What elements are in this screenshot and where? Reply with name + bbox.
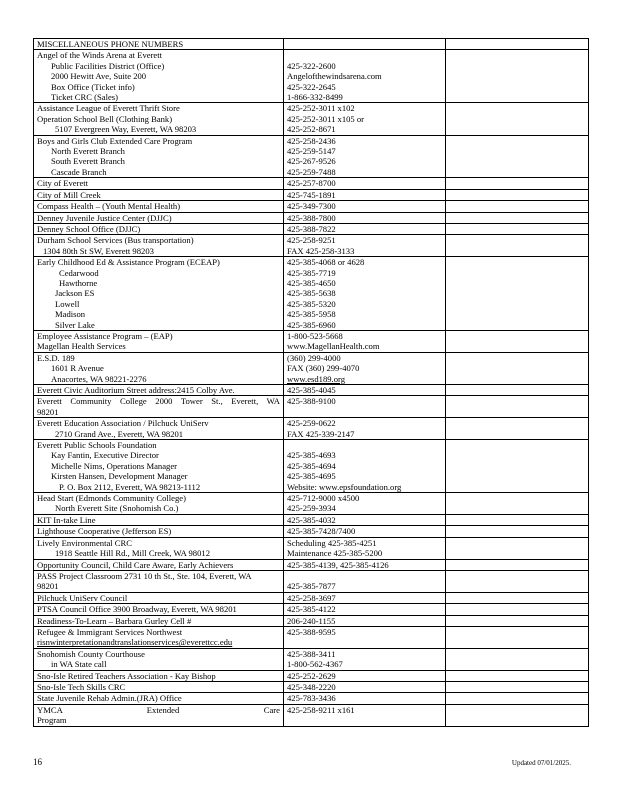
left-line[interactable]: risnwinterpretationandtranslationservices@everettcc.edu xyxy=(37,637,233,648)
right-line: 425-385-4045 xyxy=(287,385,336,395)
organization-cell xyxy=(34,704,284,726)
right-line: 425-252-3011 x105 or xyxy=(287,113,365,124)
organization-cell xyxy=(34,615,284,626)
empty-cell xyxy=(446,352,589,384)
right-line: 425-783-3436 xyxy=(287,693,336,704)
left-line: Sno-Isle Tech Skills CRC xyxy=(37,681,126,692)
left-line: 1601 R Avenue xyxy=(51,363,104,374)
organization-cell xyxy=(34,537,284,559)
organization-cell xyxy=(34,189,284,200)
left-line: Michelle Nims, Operations Manager xyxy=(51,460,178,471)
right-line: Website: www.epsfoundation.org xyxy=(287,481,402,492)
page-number: 16 xyxy=(33,757,42,767)
right-line: FAX 425-339-2147 xyxy=(287,428,355,439)
empty-cell xyxy=(446,526,589,537)
contact-cell xyxy=(284,592,446,603)
updated-date: Updated 07/01/2025. xyxy=(511,759,571,767)
table-row xyxy=(34,559,589,570)
right-line: 1-800-562-4367 xyxy=(287,659,343,670)
contact-cell xyxy=(284,526,446,537)
organization-cell xyxy=(34,514,284,525)
left-line: KIT In-take Line xyxy=(37,514,96,525)
left-line: Everett Civic Auditorium Street address:2415 Colby Ave. xyxy=(37,385,235,395)
right-line: 425-385-4068 or 4628 xyxy=(287,257,365,268)
right-line: Scheduling 425-385-4251 xyxy=(287,537,377,548)
left-line: Readiness-To-Learn – Barbara Gurley Cell # xyxy=(37,615,192,626)
left-line: Magellan Health Services xyxy=(37,341,126,352)
right-line xyxy=(287,50,442,60)
left-line: Kay Fantin, Executive Director xyxy=(51,450,159,461)
empty-cell xyxy=(446,189,589,200)
contact-cell xyxy=(284,670,446,681)
organization-cell xyxy=(34,570,284,592)
left-line: Denney School Office (DJJC) xyxy=(37,223,141,234)
left-line: City of Mill Creek xyxy=(37,189,101,200)
organization-cell xyxy=(34,103,284,135)
section-title: MISCELLANEOUS PHONE NUMBERS xyxy=(34,39,284,50)
left-line: North Everett Branch xyxy=(51,146,125,157)
contact-cell xyxy=(284,704,446,726)
table-row xyxy=(34,648,589,670)
right-line: FAX 425-258-3133 xyxy=(287,245,355,256)
left-line: Everett Education Association / Pilchuck UniServ xyxy=(37,418,209,429)
left-line: 5107 Evergreen Way, Everett, WA 98203 xyxy=(55,124,197,135)
left-line: Lowell xyxy=(55,298,80,309)
contact-cell xyxy=(284,537,446,559)
contact-cell xyxy=(284,615,446,626)
right-line: 425-259-5147 xyxy=(287,146,336,157)
left-line: Assistance League of Everett Thrift Store xyxy=(37,103,180,114)
table-row xyxy=(34,396,589,418)
right-line: 425-258-2436 xyxy=(287,135,336,146)
contact-cell xyxy=(284,235,446,257)
table-row xyxy=(34,352,589,384)
right-line: 1-800-523-5668 xyxy=(287,330,343,341)
empty-cell xyxy=(446,693,589,704)
table-row xyxy=(34,212,589,223)
left-line: 1918 Seattle Hill Rd., Mill Creek, WA 98012 xyxy=(55,548,210,559)
empty-cell xyxy=(446,592,589,603)
left-line: Anacortes, WA 98221-2276 xyxy=(51,373,147,384)
table-row xyxy=(34,693,589,704)
table-row xyxy=(34,526,589,537)
left-line: Snohomish County Courthouse xyxy=(37,648,145,659)
right-line: 425-259-0622 xyxy=(287,418,336,429)
contact-cell xyxy=(284,626,446,648)
organization-cell xyxy=(34,385,284,396)
right-line: 425-259-7488 xyxy=(287,166,336,177)
right-line: 425-385-5958 xyxy=(287,309,336,320)
left-line: PASS Project Classroom 2731 10 th St., Ste. 104, Everett, WA xyxy=(37,570,252,581)
left-line: South Everett Branch xyxy=(51,156,125,167)
right-line: 425-252-8671 xyxy=(287,124,336,135)
right-line: 425-349-7300 xyxy=(287,201,336,212)
organization-cell xyxy=(34,648,284,670)
left-line: Box Office (Ticket info) xyxy=(51,81,135,92)
table-row xyxy=(34,514,589,525)
organization-cell xyxy=(34,693,284,704)
left-line: E.S.D. 189 xyxy=(37,352,75,363)
left-line: Public Facilities District (Office) xyxy=(51,60,165,71)
contact-cell xyxy=(284,604,446,615)
table-row xyxy=(34,681,589,692)
empty-cell xyxy=(446,178,589,189)
table-row xyxy=(34,592,589,603)
table-row xyxy=(34,537,589,559)
organization-cell xyxy=(34,493,284,515)
left-line: Lighthouse Cooperative (Jefferson ES) xyxy=(37,526,172,537)
table-row xyxy=(34,135,589,178)
left-line: YMCA Extended Care xyxy=(37,704,280,715)
right-line: 425-385-7428/7400 xyxy=(287,526,356,537)
contact-cell xyxy=(284,257,446,331)
right-line xyxy=(287,440,442,450)
empty-cell xyxy=(446,704,589,726)
right-line: 425-385-7719 xyxy=(287,267,336,278)
table-row xyxy=(34,570,589,592)
left-line: Sno-Isle Retired Teachers Association - Kay Bishop xyxy=(37,670,216,681)
right-line: Maintenance 425-385-5200 xyxy=(287,548,383,559)
left-line: Pilchuck UniServ Council xyxy=(37,592,128,603)
contact-cell xyxy=(284,493,446,515)
table-row xyxy=(34,626,589,648)
contact-cell xyxy=(284,223,446,234)
contact-cell xyxy=(284,352,446,384)
empty-cell xyxy=(446,670,589,681)
table-row xyxy=(34,385,589,396)
left-line: Cedarwood xyxy=(59,267,99,278)
left-line: Everett Public Schools Foundation xyxy=(37,440,157,451)
left-line: Head Start (Edmonds Community College) xyxy=(37,493,186,504)
left-line: Jackson ES xyxy=(55,288,95,299)
empty-cell xyxy=(284,39,446,50)
contact-cell xyxy=(284,201,446,212)
table-row xyxy=(34,103,589,135)
table-row xyxy=(34,493,589,515)
right-line: 425-385-4694 xyxy=(287,460,336,471)
left-line: City of Everett xyxy=(37,178,89,189)
left-line: State Juvenile Rehab Admin.(JRA) Office xyxy=(37,693,182,704)
right-line xyxy=(287,571,442,581)
right-line: 1-866-332-8499 xyxy=(287,92,343,103)
left-line: Kirsten Hansen, Development Manager xyxy=(51,471,188,482)
right-line: 425-385-4695 xyxy=(287,471,336,482)
right-line: 425-258-9251 xyxy=(287,235,336,246)
left-line: P. O. Box 2112, Everett, WA 98213-1112 xyxy=(59,481,201,492)
organization-cell xyxy=(34,670,284,681)
empty-cell xyxy=(446,570,589,592)
right-line: 425-385-5320 xyxy=(287,298,336,309)
table-row xyxy=(34,223,589,234)
left-line: Lively Environmental CRC xyxy=(37,537,132,548)
contact-cell xyxy=(284,212,446,223)
empty-cell xyxy=(446,604,589,615)
organization-cell xyxy=(34,330,284,352)
left-line: Boys and Girls Club Extended Care Program xyxy=(37,135,193,146)
right-line: 425-252-2629 xyxy=(287,670,336,681)
table-row xyxy=(34,604,589,615)
organization-cell xyxy=(34,135,284,178)
organization-cell xyxy=(34,212,284,223)
right-line: 206-240-1155 xyxy=(287,615,336,626)
empty-cell xyxy=(446,440,589,493)
organization-cell xyxy=(34,440,284,493)
right-line: 425-385-7877 xyxy=(287,581,336,592)
table-row xyxy=(34,189,589,200)
table-row xyxy=(34,201,589,212)
right-line: 425-385-6960 xyxy=(287,319,336,330)
organization-cell xyxy=(34,559,284,570)
empty-cell xyxy=(446,385,589,396)
table-header-row xyxy=(34,39,589,50)
empty-cell xyxy=(446,681,589,692)
left-line: PTSA Council Office 3900 Broadway, Everett, WA 98201 xyxy=(37,604,237,615)
right-line: 425-322-2600 xyxy=(287,60,336,71)
table-row xyxy=(34,615,589,626)
empty-cell xyxy=(446,201,589,212)
contact-cell xyxy=(284,189,446,200)
left-line: Durham School Services (Bus transportation) xyxy=(37,235,194,246)
right-line: 425-348-2220 xyxy=(287,681,336,692)
left-line: Program xyxy=(37,715,67,726)
left-line: 2000 Hewitt Ave, Suite 200 xyxy=(51,71,147,82)
right-line: 425-385-4032 xyxy=(287,514,336,525)
contact-cell xyxy=(284,330,446,352)
empty-cell xyxy=(446,235,589,257)
right-line: 425-258-3697 xyxy=(287,592,336,603)
right-line: 425-258-9211 x161 xyxy=(287,704,355,715)
empty-cell xyxy=(446,418,589,440)
right-line: 425-388-3411 xyxy=(287,648,336,659)
right-line: 425-388-7822 xyxy=(287,223,336,234)
right-line: www.MagellanHealth.com xyxy=(287,341,380,352)
organization-cell xyxy=(34,352,284,384)
table-row xyxy=(34,50,589,103)
left-line: Hawthorne xyxy=(59,277,98,288)
left-line: Angel of the Winds Arena at Everett xyxy=(37,50,163,61)
table-row xyxy=(34,704,589,726)
empty-cell xyxy=(446,135,589,178)
left-line: Silver Lake xyxy=(55,319,95,330)
right-line: 425-385-4139, 425-385-4126 xyxy=(287,559,389,570)
organization-cell xyxy=(34,223,284,234)
contact-cell xyxy=(284,178,446,189)
organization-cell xyxy=(34,681,284,692)
right-line: 425-385-5638 xyxy=(287,288,336,299)
right-line: FAX (360) 299-4070 xyxy=(287,363,360,374)
table-row xyxy=(34,330,589,352)
right-line: 425-259-3934 xyxy=(287,503,336,514)
empty-cell xyxy=(446,615,589,626)
left-line: Denney Juvenile Justice Center (DJJC) xyxy=(37,212,172,223)
empty-cell xyxy=(446,493,589,515)
organization-cell xyxy=(34,418,284,440)
left-line: Madison xyxy=(55,309,86,320)
contact-cell xyxy=(284,103,446,135)
contact-cell xyxy=(284,135,446,178)
phone-directory-table xyxy=(33,38,589,727)
empty-cell xyxy=(446,212,589,223)
organization-cell xyxy=(34,396,284,418)
right-line: 425-388-7800 xyxy=(287,212,336,223)
organization-cell xyxy=(34,604,284,615)
right-line: 425-322-2645 xyxy=(287,81,336,92)
contact-cell xyxy=(284,693,446,704)
table-row xyxy=(34,235,589,257)
contact-cell xyxy=(284,440,446,493)
contact-cell xyxy=(284,514,446,525)
right-line: 425-385-4650 xyxy=(287,277,336,288)
empty-cell xyxy=(446,559,589,570)
table-row xyxy=(34,178,589,189)
contact-cell xyxy=(284,570,446,592)
right-line: 425-267-9526 xyxy=(287,156,336,167)
empty-cell xyxy=(446,514,589,525)
left-line: 2710 Grand Ave., Everett, WA 98201 xyxy=(55,428,184,439)
table-row xyxy=(34,418,589,440)
left-line: Compass Health – (Youth Mental Health) xyxy=(37,201,181,212)
contact-cell xyxy=(284,681,446,692)
left-line: North Everett Site (Snohomish Co.) xyxy=(55,503,179,514)
contact-cell xyxy=(284,648,446,670)
empty-cell xyxy=(446,537,589,559)
empty-cell xyxy=(446,330,589,352)
empty-cell xyxy=(446,626,589,648)
organization-cell xyxy=(34,178,284,189)
empty-cell xyxy=(446,50,589,103)
empty-cell xyxy=(446,396,589,418)
left-line: 98201 xyxy=(37,581,59,592)
right-line: 425-385-4122 xyxy=(287,604,336,615)
empty-cell xyxy=(446,103,589,135)
organization-cell xyxy=(34,592,284,603)
organization-cell xyxy=(34,626,284,648)
left-line: Operation School Bell (Clothing Bank) xyxy=(37,113,173,124)
left-line: Ticket CRC (Sales) xyxy=(51,92,119,103)
empty-cell xyxy=(446,39,589,50)
left-line: Cascade Branch xyxy=(51,166,107,177)
right-line: 425-385-4693 xyxy=(287,450,336,461)
left-line: Employee Assistance Program – (EAP) xyxy=(37,330,173,341)
right-line: 425-388-9595 xyxy=(287,626,336,637)
organization-cell xyxy=(34,235,284,257)
right-line: 425-745-1891 xyxy=(287,189,336,200)
contact-cell xyxy=(284,559,446,570)
left-line: Refugee & Immigrant Services Northwest xyxy=(37,626,183,637)
contact-cell xyxy=(284,418,446,440)
contact-cell xyxy=(284,50,446,103)
empty-cell xyxy=(446,223,589,234)
right-line: 425-252-3011 x102 xyxy=(287,103,355,114)
empty-cell xyxy=(446,257,589,331)
right-line: 425-712-9000 x4500 xyxy=(287,493,360,504)
table-row xyxy=(34,440,589,493)
table-row xyxy=(34,257,589,331)
right-line: (360) 299-4000 xyxy=(287,352,341,363)
organization-cell xyxy=(34,201,284,212)
left-line: Early Childhood Ed & Assistance Program (ECEAP) xyxy=(37,257,220,268)
organization-cell xyxy=(34,526,284,537)
left-line: 98201 xyxy=(37,406,59,417)
contact-cell xyxy=(284,396,446,418)
left-line: 1304 80th St SW, Everett 98203 xyxy=(43,245,154,256)
empty-cell xyxy=(446,648,589,670)
contact-cell xyxy=(284,385,446,396)
left-line: Opportunity Council, Child Care Aware, Early Achievers xyxy=(37,559,234,570)
right-line[interactable]: www.esd189.org xyxy=(287,373,346,384)
table-row xyxy=(34,670,589,681)
right-line: 425-257-8700 xyxy=(287,178,336,189)
organization-cell xyxy=(34,50,284,103)
right-line: 425-388-9100 xyxy=(287,396,336,407)
left-line: in WA State call xyxy=(51,659,107,670)
organization-cell xyxy=(34,257,284,331)
left-line: Everett Community College 2000 Tower St., Everett, WA xyxy=(37,396,280,407)
right-line: Angelofthewindsarena.com xyxy=(287,71,382,82)
